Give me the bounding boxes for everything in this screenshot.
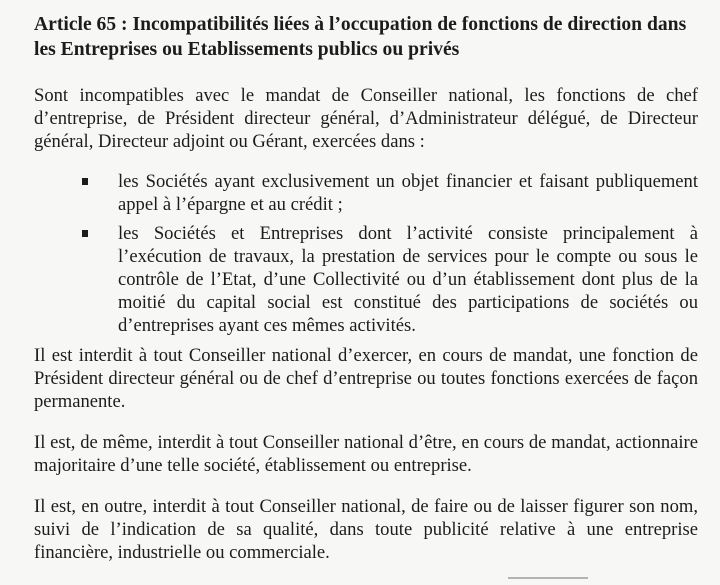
intro-paragraph: Sont incompatibles avec le mandat de Conseiller national, les fonctions de chef d’entreprise, de Président directeur général, d’Administrateur délégué, de Directeur général, Directeur adjoint ou Gérant, exercées dans : (34, 85, 698, 152)
bullet-list (82, 170, 698, 337)
partial-text-fragment (508, 577, 588, 585)
paragraph: Il est interdit à tout Conseiller national d’exercer, en cours de mandat, une fonction de Président directeur général ou de chef d’entreprise ou toutes fonctions exercées de façon permanente. (34, 345, 698, 412)
bullet-text: les Sociétés et Entreprises dont l’activité consiste principalement à l’exécution de travaux, la prestation de services pour le compte ou sous le contrôle de l’Etat, d’une Collectivité ou d’un établissement dont plus de la moitié du capital social est constitué des participations de sociétés ou d’entreprises ayant ces mêmes activités. (118, 223, 698, 336)
list-item (82, 170, 698, 216)
square-bullet-icon (82, 178, 88, 185)
paragraph: Il est, de même, interdit à tout Conseiller national d’être, en cours de mandat, actionnaire majoritaire d’une telle société, établissement ou entreprise. (34, 432, 698, 476)
square-bullet-icon (82, 230, 88, 237)
cut-off-next-line (0, 573, 720, 585)
list-item (82, 222, 698, 337)
article-title: Article 65 : Incompatibilités liées à l’occupation de fonctions de direction dans les Entreprises ou Etablissements publics ou privés (34, 14, 687, 60)
paragraph: Il est, en outre, interdit à tout Conseiller national, de faire ou de laisser figurer son nom, suivi de l’indication de sa qualité, dans toute publicité relative à une entreprise financière, industrielle ou commerciale. (34, 496, 698, 563)
bullet-text: les Sociétés ayant exclusivement un objet financier et faisant publiquement appel à l’épargne et au crédit ; (118, 171, 698, 215)
